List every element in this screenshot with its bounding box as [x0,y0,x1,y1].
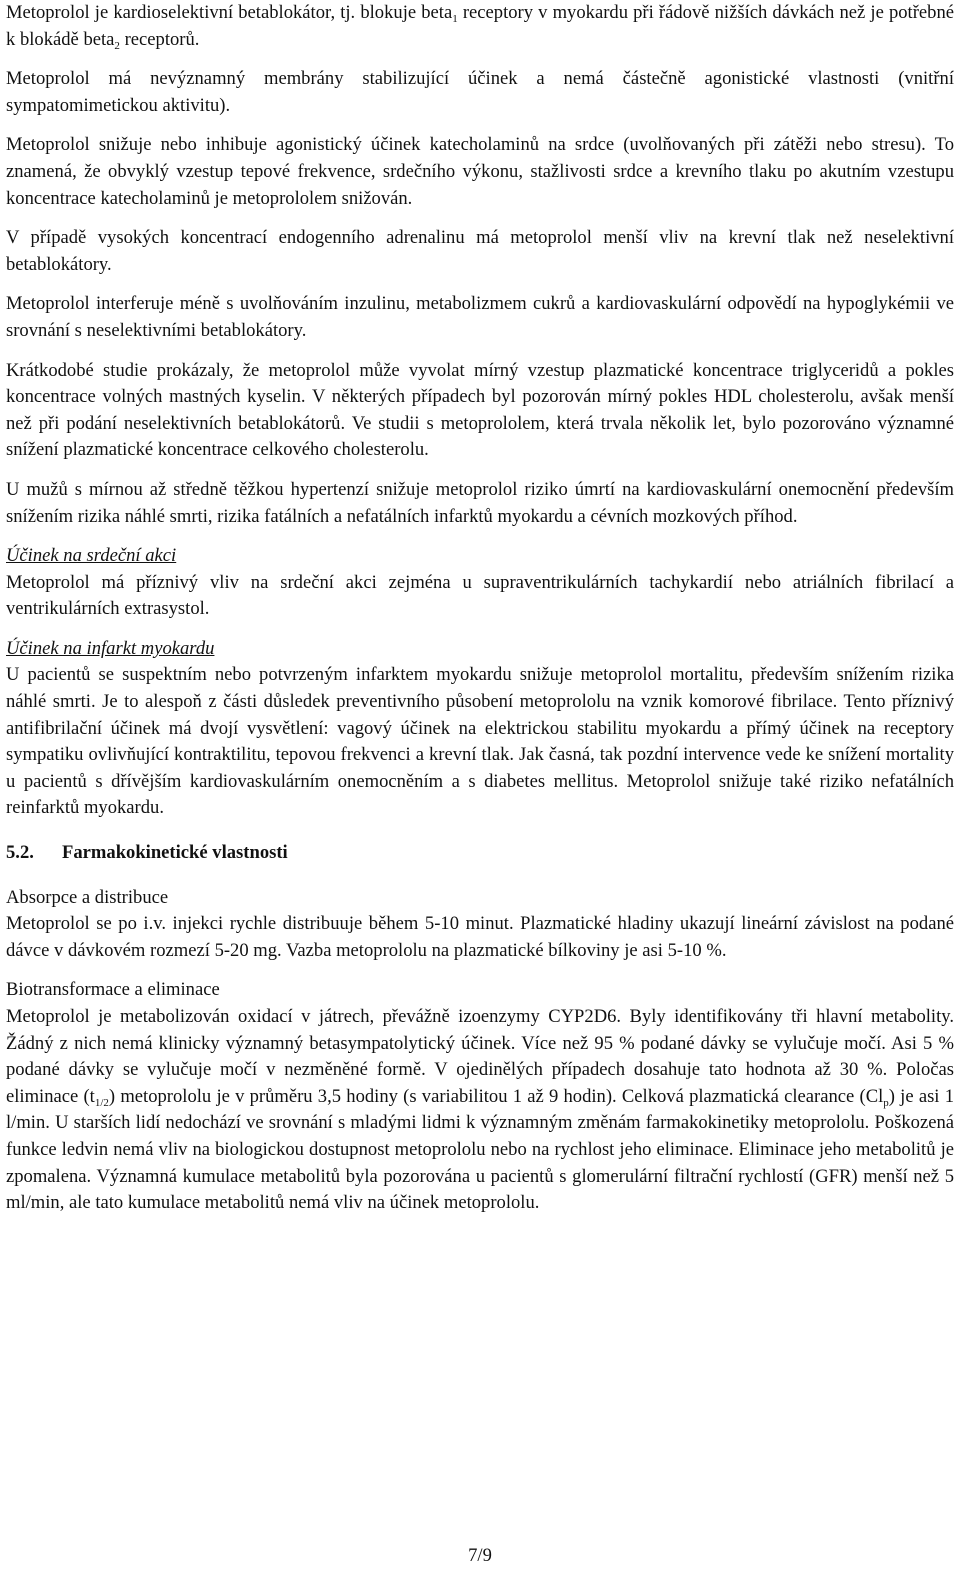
section-srdecni-akce [6,543,954,623]
section-infarkt [6,636,954,822]
paragraph-katecholaminy: Metoprolol snižuje nebo inhibuje agonistický účinek katecholaminů na srdce (uvolňovaných při zátěži nebo stresu). To znamená, že obvyklý vzestup tepové frekvence, srdečního výkonu, stažlivosti srdce a krevního tlaku po akutním vzestupu koncentrace katecholaminů je metoprololem snižován. [6,134,954,209]
paragraph-srdecni-akce: Metoprolol má příznivý vliv na srdeční akci zejména u supraventrikulárních tachykardií nebo atriálních fibrilací a ventrikulárních extrasystol. [6,571,954,620]
paragraph-adrenalin: V případě vysokých koncentrací endogenního adrenalinu má metoprolol menší vliv na krevní tlak než neselektivní betablokátory. [6,227,954,275]
subheading-srdecni-akce: Účinek na srdeční akci [6,545,177,567]
subheading-absorpce: Absorpce a distribuce [6,886,169,908]
section-heading-farmakokinetika [6,840,954,867]
paragraph-absorpce: Metoprolol se po i.v. injekci rychle distribuuje během 5-10 minut. Plazmatické hladiny ukazují lineární závislost na podané dávce v dávkovém rozmezí 5-20 mg. Vazba metoprololu na plazmatické bílkoviny je asi 5-10 %. [6,913,954,961]
section-biotransformace: Biotransformace a eliminace Metoprolol je metabolizován oxidací v játrech, převážně izoenzymy CYP2D6. Byly identifikovány tři hlavní metabolity. Žádný z nich nemá klinicky významný betasympatolytický účinek. Více než 95 % podané dávky se vylučuje močí. Asi 5 % podané dávky se vylučuje močí v nezměněné formě. V ojedinělých případech dosahuje tato hodnota až 30 %. Poločas eliminace $(t_{1/2})$ metoprololu je v průměru 3,5 hodiny (s variabilitou 1 až 9 hodin). Celková plazmatická clearance $(Cl_p)$ je asi 1 l/min. U starších lidí nedochází ve srovnání s mladými lidmi k významným změnám farmakokinetiky metoprololu. Poškozená funkce ledvin nemá vliv na biologickou dostupnost metoprololu nebo na rychlost jeho eliminace. Eliminace jeho metabolitů je zpomalena. Významná kumulace metabolitů byla pozorována u pacientů s glomerulární filtrační rychlostí (GFR) menší než 5 ml/min, ale tato kumulace metabolitů nemá vliv na účinek metoprololu. [6,979,954,1214]
paragraph-lipidy: Krátkodobé studie prokázaly, že metoprolol může vyvolat mírný vzestup plazmatické koncentrace triglyceridů a pokles koncentrace volných mastných kyselin. V některých případech byl pozorován mírný pokles HDL cholesterolu, avšak menší než při podání neselektivních betablokátorů. Ve studii s metoprololem, která trvala několik let, bylo pozorováno významné snížení plazmatické koncentrace celkového cholesterolu. [6,359,954,461]
section-absorpce [6,885,954,965]
section-number: 5.2. [6,842,34,864]
subheading-infarkt: Účinek na infarkt myokardu [6,637,215,659]
subscript-1: 1 [452,13,458,25]
paragraph-membrane: Metoprolol má nevýznamný membrány stabilizující účinek a nemá částečně agonistické vlastnosti (vnitřní sympatomimetickou aktivitu). [6,68,954,116]
paragraph-infarkt: U pacientů se suspektním nebo potvrzeným infarktem myokardu snižuje metoprolol mortalitu, především snížením rizika náhlé smrti. Je to alespoň z části důsledek preventivního působení metoprololu na vznik komorové fibrilace. Tento příznivý antifibrilační účinek má dvojí vysvětlení: vagový účinek na elektrickou stabilitu myokardu a přímý účinek na receptory sympatiku ovlivňující kontraktilitu, tepovou frekvenci a krevní tlak. Jak časná, tak pozdní intervence vede ke snížení mortality u pacientů s dřívějším kardiovaskulárním onemocněním a s diabetes mellitus. Metoprolol snižuje také riziko nefatálních reinfarktů myokardu. [6,664,954,819]
paragraph-kardioselektivita: Metoprolol je kardioselektivní betablokátor, tj. blokuje beta$_1$ receptory v myokardu při řádově nižších dávkách než je potřebné k blokádě beta$_2$ receptorů. [6,2,955,52]
section-title: Farmakokinetické vlastnosti [62,842,288,864]
page-number: 7/9 [468,1545,492,1566]
subscript-2: 2 [114,39,120,52]
subheading-biotransformace: Biotransformace a eliminace [6,979,220,1001]
subscript-p: p [883,1096,889,1109]
paragraph-hypertenze: U mužů s mírnou až středně těžkou hypertenzí snižuje metoprolol riziko úmrtí na kardiovaskulární onemocnění především snížením rizika náhlé smrti, rizika fatálních a nefatálních infarktů myokardu a cévních mozkových příhod. [6,478,954,527]
subscript-half: 1/2 [94,1096,109,1109]
document-page [6,0,954,1230]
paragraph-inzulin: Metoprolol interferuje méně s uvolňováním inzulinu, metabolizmem cukrů a kardiovaskulární odpovědí na hypoglykémii ve srovnání s neselektivními betablokátory. [6,293,954,341]
